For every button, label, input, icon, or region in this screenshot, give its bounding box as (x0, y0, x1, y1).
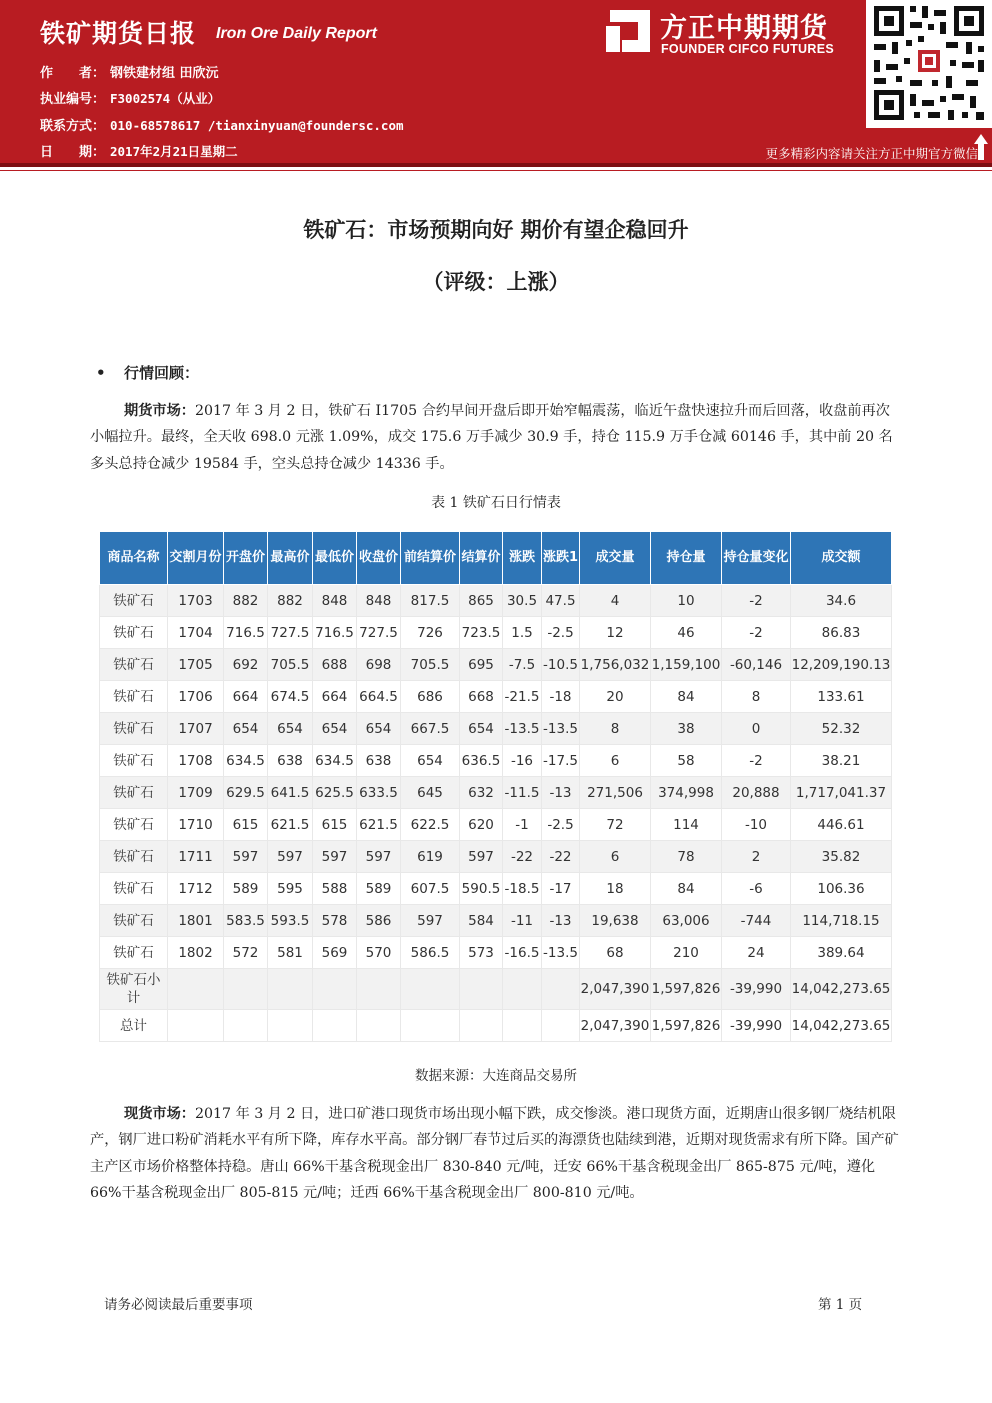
table-cell: 1712 (168, 873, 224, 905)
table-cell: 38.21 (791, 745, 892, 777)
table-cell: 铁矿石 (100, 905, 168, 937)
table-cell: 619 (401, 841, 460, 873)
table-cell: 570 (357, 937, 401, 969)
table-cell: 705.5 (401, 649, 460, 681)
table-cell: 654 (313, 713, 357, 745)
table-cell: 6 (580, 841, 651, 873)
table-cell: 716.5 (224, 617, 268, 649)
table-cell: 58 (651, 745, 722, 777)
table-cell: 595 (268, 873, 313, 905)
date-value: 2017年2月21日星期二 (110, 144, 238, 159)
table-row (100, 617, 892, 649)
table-row (100, 937, 892, 969)
table-cell: 625.5 (313, 777, 357, 809)
table-header-row (100, 532, 892, 585)
founder-logo-icon (604, 8, 652, 54)
table-cell: -13.5 (542, 937, 580, 969)
spot-market-paragraph (90, 1101, 904, 1206)
column-header: 收盘价 (357, 532, 401, 585)
table-cell: 14,042,273.65 (791, 1010, 892, 1042)
table-cell: -60,146 (722, 649, 791, 681)
table-row (100, 809, 892, 841)
table-cell: 723.5 (460, 617, 503, 649)
column-header: 涨跌 (503, 532, 542, 585)
wechat-qr-code-icon[interactable] (866, 0, 992, 128)
table-cell (460, 969, 503, 1010)
table-cell (268, 1010, 313, 1042)
table-cell: 632 (460, 777, 503, 809)
table-cell: 882 (268, 585, 313, 617)
table-cell: 47.5 (542, 585, 580, 617)
table-cell: -17 (542, 873, 580, 905)
table-cell: 597 (224, 841, 268, 873)
table-cell: -10 (722, 809, 791, 841)
table-cell: 727.5 (357, 617, 401, 649)
table-row (100, 745, 892, 777)
table-cell: 1802 (168, 937, 224, 969)
table-cell: -18.5 (503, 873, 542, 905)
table-cell: 24 (722, 937, 791, 969)
table-cell: 581 (268, 937, 313, 969)
table-cell: 38 (651, 713, 722, 745)
table-cell: 865 (460, 585, 503, 617)
company-name-cn: 方正中期期货 (660, 13, 828, 44)
table-cell: 674.5 (268, 681, 313, 713)
table-cell: 654 (268, 713, 313, 745)
table-cell: 1710 (168, 809, 224, 841)
table-cell: 638 (268, 745, 313, 777)
report-header (0, 0, 992, 163)
table-cell: 114 (651, 809, 722, 841)
table-cell: 2,047,390 (580, 1010, 651, 1042)
table-cell: 铁矿石小计 (100, 969, 168, 1010)
table-total-row (100, 969, 892, 1010)
table-cell: 1.5 (503, 617, 542, 649)
table-cell (503, 969, 542, 1010)
table-cell: 铁矿石 (100, 617, 168, 649)
spot-lead: 现货市场： (124, 1106, 195, 1122)
iron-ore-daily-table (99, 531, 892, 1042)
table-cell: 597 (268, 841, 313, 873)
table-cell: 654 (460, 713, 503, 745)
contact-label: 联系方式： (40, 119, 106, 134)
table-cell: 645 (401, 777, 460, 809)
table-cell: 692 (224, 649, 268, 681)
table-cell: 817.5 (401, 585, 460, 617)
table-cell: 667.5 (401, 713, 460, 745)
table-cell: -18 (542, 681, 580, 713)
date-line (40, 141, 238, 160)
table-cell (313, 969, 357, 1010)
table-row (100, 585, 892, 617)
table-row (100, 777, 892, 809)
wechat-note: 更多精彩内容请关注方正中期官方微信 (765, 146, 978, 161)
table-cell: 1707 (168, 713, 224, 745)
table-cell: 14,042,273.65 (791, 969, 892, 1010)
table-cell: -2 (722, 745, 791, 777)
license-line (40, 88, 220, 107)
table-cell: 1703 (168, 585, 224, 617)
table-cell: 铁矿石 (100, 937, 168, 969)
column-header: 最高价 (268, 532, 313, 585)
table-cell: 铁矿石 (100, 681, 168, 713)
table-cell: 583.5 (224, 905, 268, 937)
table-cell: 597 (313, 841, 357, 873)
table-cell: 848 (313, 585, 357, 617)
table-cell: 铁矿石 (100, 745, 168, 777)
table-cell: 84 (651, 681, 722, 713)
table-cell: -39,990 (722, 1010, 791, 1042)
table-cell: 629.5 (224, 777, 268, 809)
table-cell: 78 (651, 841, 722, 873)
table-cell: 569 (313, 937, 357, 969)
table-cell: 8 (722, 681, 791, 713)
column-header: 成交额 (791, 532, 892, 585)
table-cell (401, 1010, 460, 1042)
table-cell: 588 (313, 873, 357, 905)
column-header: 交割月份 (168, 532, 224, 585)
column-header: 商品名称 (100, 532, 168, 585)
table-cell: 12 (580, 617, 651, 649)
table-cell: 636.5 (460, 745, 503, 777)
table-cell: -13 (542, 905, 580, 937)
table-cell: 615 (224, 809, 268, 841)
table-cell: -10.5 (542, 649, 580, 681)
table-cell: 1,756,032 (580, 649, 651, 681)
table-cell (168, 1010, 224, 1042)
table-cell: 106.36 (791, 873, 892, 905)
futures-lead: 期货市场： (124, 403, 195, 419)
table-cell: -11 (503, 905, 542, 937)
table-cell (503, 1010, 542, 1042)
table-cell (401, 969, 460, 1010)
table-cell: 1,597,826 (651, 969, 722, 1010)
table-cell: 695 (460, 649, 503, 681)
table-cell: 586 (357, 905, 401, 937)
column-header: 开盘价 (224, 532, 268, 585)
table-cell: 铁矿石 (100, 649, 168, 681)
table-cell: -2 (722, 617, 791, 649)
table-cell (313, 1010, 357, 1042)
table-cell: 374,998 (651, 777, 722, 809)
table-row (100, 873, 892, 905)
table-cell: 572 (224, 937, 268, 969)
table-cell: 698 (357, 649, 401, 681)
table-cell: -11.5 (503, 777, 542, 809)
table-cell: 654 (357, 713, 401, 745)
report-rating: （评级：上涨） (422, 270, 570, 294)
table-cell: -16.5 (503, 937, 542, 969)
header-divider (0, 163, 992, 167)
bullet-icon: • (96, 364, 106, 382)
table-cell: -13.5 (503, 713, 542, 745)
table-cell: 615 (313, 809, 357, 841)
table-cell: 590.5 (460, 873, 503, 905)
table-cell: 1709 (168, 777, 224, 809)
author-label: 作 者： (40, 66, 106, 81)
table-cell: 686 (401, 681, 460, 713)
table-cell: 6 (580, 745, 651, 777)
contact-line (40, 115, 404, 134)
table-cell: 总计 (100, 1010, 168, 1042)
table-cell: 114,718.15 (791, 905, 892, 937)
column-header: 结算价 (460, 532, 503, 585)
table-cell (542, 1010, 580, 1042)
table-cell: 1706 (168, 681, 224, 713)
table-cell: 20 (580, 681, 651, 713)
table-row (100, 841, 892, 873)
table-cell: 72 (580, 809, 651, 841)
table-cell: 271,506 (580, 777, 651, 809)
author-line (40, 62, 219, 81)
table-cell: 664 (224, 681, 268, 713)
table-cell: 52.32 (791, 713, 892, 745)
contact-value: 010-68578617 /tianxinyuan@foundersc.com (110, 118, 404, 133)
section-heading (96, 362, 199, 383)
license-value: F3002574（从业） (110, 91, 221, 106)
table-cell (268, 969, 313, 1010)
table-cell: -22 (503, 841, 542, 873)
table-cell: 641.5 (268, 777, 313, 809)
table-cell: 597 (401, 905, 460, 937)
table-cell: 668 (460, 681, 503, 713)
table-cell: -744 (722, 905, 791, 937)
table-cell: 621.5 (268, 809, 313, 841)
table-cell: 46 (651, 617, 722, 649)
table-cell: 573 (460, 937, 503, 969)
table-cell: 铁矿石 (100, 585, 168, 617)
table-cell: 607.5 (401, 873, 460, 905)
table-cell: 633.5 (357, 777, 401, 809)
table-cell: 1801 (168, 905, 224, 937)
column-header: 成交量 (580, 532, 651, 585)
table-cell: -16 (503, 745, 542, 777)
table-cell: 716.5 (313, 617, 357, 649)
table-cell: 86.83 (791, 617, 892, 649)
table-cell: 133.61 (791, 681, 892, 713)
report-headline: 铁矿石：市场预期向好 期价有望企稳回升 (303, 218, 689, 242)
table-cell: 0 (722, 713, 791, 745)
table-cell: -39,990 (722, 969, 791, 1010)
table-cell: 620 (460, 809, 503, 841)
table-cell: 4 (580, 585, 651, 617)
futures-text: 2017 年 3 月 2 日，铁矿石 I1705 合约早间开盘后即开始窄幅震荡，临近午盘快速拉升而后回落，收盘前再次小幅拉升。最终，全天收 698.0 元涨 1.09%，成交 175.6 万手减少 30.9 手，持仓 115.9 万手仓减 60146 手，其中前 20 名多头总持仓减少 19584 手，空头总持仓减少 14336 手。 (90, 403, 893, 472)
table-cell: 634.5 (224, 745, 268, 777)
table-cell: 882 (224, 585, 268, 617)
table-cell: 84 (651, 873, 722, 905)
table-cell: 铁矿石 (100, 873, 168, 905)
table-cell: 688 (313, 649, 357, 681)
column-header: 前结算价 (401, 532, 460, 585)
table-cell: 589 (224, 873, 268, 905)
spot-text: 2017 年 3 月 2 日，进口矿港口现货市场出现小幅下跌，成交惨淡。港口现货方面，近期唐山很多钢厂烧结机限产，钢厂进口粉矿消耗水平有所下降，库存水平高。部分钢厂春节过后买的海漂货也陆续到港，近期对现货需求有所下降。国产矿主产区市场价格整体持稳。唐山 66%干基含税现金出厂 830-840 元/吨，迁安 66%干基含税现金出厂 865-875 元/吨，遵化 66%干基含税现金出厂 805-815 元/吨；迁西 66%干基含税现金出厂 800-810 元/吨。 (90, 1106, 899, 1201)
footer-notice: 请务必阅读最后重要事项 (104, 1297, 253, 1313)
table-total-row (100, 1010, 892, 1042)
table-cell: -1 (503, 809, 542, 841)
table-cell (357, 969, 401, 1010)
column-header: 涨跌1 (542, 532, 580, 585)
table-cell: -6 (722, 873, 791, 905)
table-cell: 621.5 (357, 809, 401, 841)
table-cell: 446.61 (791, 809, 892, 841)
table-cell: 654 (401, 745, 460, 777)
table-cell: 589 (357, 873, 401, 905)
table-cell: 584 (460, 905, 503, 937)
table-cell: 622.5 (401, 809, 460, 841)
table-cell (168, 969, 224, 1010)
column-header: 持仓量 (651, 532, 722, 585)
table-cell: 铁矿石 (100, 841, 168, 873)
table-cell: 1704 (168, 617, 224, 649)
table-cell: 848 (357, 585, 401, 617)
table-cell: -2.5 (542, 617, 580, 649)
table-cell (224, 1010, 268, 1042)
column-header: 最低价 (313, 532, 357, 585)
author-value: 钢铁建材组 田欣沅 (110, 66, 219, 81)
table-cell: 铁矿石 (100, 809, 168, 841)
table-cell: 664 (313, 681, 357, 713)
table-cell (357, 1010, 401, 1042)
section-title: 行情回顾： (124, 364, 200, 382)
table-cell: 10 (651, 585, 722, 617)
report-title-cn: 铁矿期货日报 (40, 19, 197, 48)
table-cell (224, 969, 268, 1010)
table-cell: 30.5 (503, 585, 542, 617)
date-label: 日 期： (40, 145, 106, 160)
table-cell: -17.5 (542, 745, 580, 777)
table-cell: 铁矿石 (100, 713, 168, 745)
table-cell: 634.5 (313, 745, 357, 777)
table-cell: 1705 (168, 649, 224, 681)
table-cell: -2.5 (542, 809, 580, 841)
table-cell: 597 (357, 841, 401, 873)
table-cell: 35.82 (791, 841, 892, 873)
futures-market-paragraph (90, 398, 904, 477)
table-cell: 726 (401, 617, 460, 649)
table-cell (460, 1010, 503, 1042)
table-cell: 20,888 (722, 777, 791, 809)
table-cell: 19,638 (580, 905, 651, 937)
column-header: 持仓量变化 (722, 532, 791, 585)
table-cell: 1711 (168, 841, 224, 873)
table-cell: 727.5 (268, 617, 313, 649)
table-cell: -13 (542, 777, 580, 809)
table-cell: 210 (651, 937, 722, 969)
table-cell: -22 (542, 841, 580, 873)
table-cell: 578 (313, 905, 357, 937)
table-cell (542, 969, 580, 1010)
table-caption: 表 1 铁矿石日行情表 (431, 495, 561, 511)
table-cell: 1,717,041.37 (791, 777, 892, 809)
table-cell: -7.5 (503, 649, 542, 681)
table-cell: 12,209,190.13 (791, 649, 892, 681)
table-cell: 1,159,100 (651, 649, 722, 681)
table-cell: 铁矿石 (100, 777, 168, 809)
table-cell: 593.5 (268, 905, 313, 937)
table-cell: 8 (580, 713, 651, 745)
table-cell: 18 (580, 873, 651, 905)
page-number: 第 1 页 (818, 1297, 863, 1313)
license-label: 执业编号： (40, 92, 106, 107)
table-cell: 34.6 (791, 585, 892, 617)
table-cell: 63,006 (651, 905, 722, 937)
company-name-en: FOUNDER CIFCO FUTURES (661, 42, 834, 56)
table-cell: 1708 (168, 745, 224, 777)
table-cell: 2 (722, 841, 791, 873)
table-row (100, 713, 892, 745)
table-cell: -2 (722, 585, 791, 617)
arrow-up-icon (974, 134, 988, 160)
table-cell: 638 (357, 745, 401, 777)
table-cell: 664.5 (357, 681, 401, 713)
table-cell: -21.5 (503, 681, 542, 713)
table-cell: 586.5 (401, 937, 460, 969)
table-cell: 597 (460, 841, 503, 873)
data-source: 数据来源：大连商品交易所 (415, 1068, 577, 1084)
table-cell: 389.64 (791, 937, 892, 969)
table-row (100, 649, 892, 681)
table-cell: 2,047,390 (580, 969, 651, 1010)
header-thin-divider (0, 170, 992, 171)
table-cell: 654 (224, 713, 268, 745)
report-title-en: Iron Ore Daily Report (216, 25, 377, 42)
table-cell: 705.5 (268, 649, 313, 681)
table-cell: 68 (580, 937, 651, 969)
table-cell: -13.5 (542, 713, 580, 745)
table-row (100, 681, 892, 713)
table-cell: 1,597,826 (651, 1010, 722, 1042)
table-row (100, 905, 892, 937)
